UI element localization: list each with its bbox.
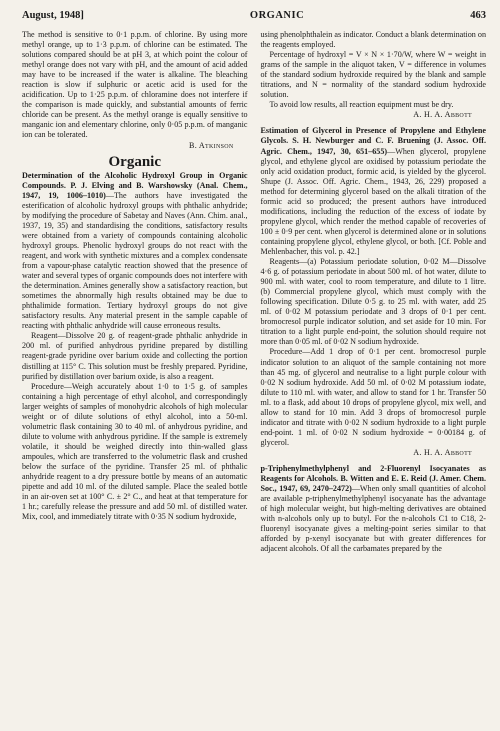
author-signature: A. H. A. Abbott — [413, 110, 472, 120]
section-heading: Organic — [108, 153, 161, 170]
author-signature: B. Atkinson — [189, 140, 234, 150]
header-date: August, 1948] — [22, 10, 84, 21]
paragraph: The method is sensitive to 0·1 p.p.m. of chlorine. By using more methyl orange, up to 1·3 p.p.m. of chlorine can be estimated. The solutions compared should be at pH 3, at which point the colour of methyl orange does not vary with pH, and the amount of acid added may have to be increased if the water is alkaline. The bleaching reaction is slow if sulphuric or acetic acid is used for the acidification. Up to 1·25 p.p.m. of chloramine does not interfere if the comparison is made quickly, and substantial amounts of ferric chloride can be present. As the methyl orange is equally sensitive to manganic ion and elementary chlorine, only 0·05 p.p.m. of manganic ion can be tolerated. — [22, 30, 248, 140]
abstract-heading: p-Triphenylmethylphenyl and 2-Fluorenyl Isocyanates as Reagents for Alcohols. B. Witten and E. E. Reid (J. Amer. Chem. Soc., 1947, 69, 2470–2472) — [260, 463, 486, 494]
paragraph: —When only small quantities of alcohol are available p-triphenylmethylphenyl isocyanate has the advantage of high molecular weight, but high-melting derivatives are obtained with n-alcohols only up to butyl. For the n-alcohols C1 to C18, 2-fluorenyl isocyanate gives a melting-point series similar to that afforded by p-xenyl isocyanate but with greater differences for adjacent alcohols. Of all the carbamates prepared by the — [260, 484, 487, 554]
paragraph: —When glycerol, propylene glycol, and ethylene glycol are oxidised by potassium periodate the only acid oxidation product, formic acid, is yielded by the glycerol. Shupe (J. Assoc. Off. Agric. Chem., 1943, 26, 229) proposed a method for determining glycerol based on the alkali titration of the formic acid so produced; the present authors have introduced modifications, including the reduction of the excess of iodate by propylene glycol, which render the method capable of recoveries of 100 ± 0·9 per cent. when glycerol is determined alone or in solutions containing propylene glycol, ethylene glycol, or both. [Cf. Poble and Mehlenbacher, this vol. p. 42.] — [260, 146, 486, 256]
paragraph: Percentage of hydroxyl = V × N × 1·70/W, where W = weight in grams of the sample in the aliquot taken, V = difference in volumes of the standard sodium hydroxide required by the blank and sample titrations, and N = normality of the standard sodium hydroxide solution. — [260, 50, 486, 100]
author-signature: A. H. A. Abbott — [413, 447, 472, 457]
paragraph: Reagents—(a) Potassium periodate solution, 0·02 M—Dissolve 4·6 g. of potassium periodate in about 500 ml. of hot water, dilute to 900 ml. with water, cool to room temperature, and dilute to 1 litre. (b) Commercial propylene glycol, which must comply with the following specification. Dilute 0·5 g. to 25 ml. with water, add 25 ml. of 0·02 M potassium periodate and 3 drops of 0·1 per cent. bromocresol purple indicator solution, and set aside for 10 min. For titration to a light purple end-point, the solution should require not more than 0·05 ml. of 0·02 N sodium hydroxide. — [260, 257, 486, 347]
abstract-heading: Estimation of Glycerol in Presence of Propylene and Ethylene Glycols. S. H. Newburger and C. F. Bruening (J. Assoc. Off. Agric. Chem., 1947, 30, 651–655) — [260, 126, 486, 156]
right-column — [261, 30, 487, 554]
left-column — [22, 30, 248, 554]
abstract-heading: Determination of the Alcoholic Hydroxyl Group in Organic Compounds. P. J. Elving and B. Warshowsky (Anal. Chem., 1947, 19, 1006–1010) — [22, 170, 248, 200]
paragraph: Procedure—Add 1 drop of 0·1 per cent. bromocresol purple indicator solution to an aliquot of the sample containing not more than 45 mg. of glycerol and neutralise to a light purple colour with 0·02 N sodium hydroxide. Add 50 ml. of 0·02 M potassium iodate, dilute to 110 ml. with water, and allow to stand for 1 hr. Transfer 50 ml. to a flask, add about 10 drops of propylene glycol, mix well, and allow to stand for 10 min. Add 3 drops of bromocresol purple indicator and titrate with 0·02 N sodium hydroxide to a light purple end-point. 1 ml. of 0·02 N sodium hydroxide = 0·00184 g. of glycerol. — [260, 347, 486, 447]
paragraph: using phenolphthalein as indicator. Conduct a blank determination on the reagents employed. — [260, 30, 486, 50]
page-header — [22, 10, 486, 30]
header-page-number: 463 — [470, 10, 486, 21]
header-section-title: ORGANIC — [249, 10, 305, 21]
paragraph: Procedure—Weigh accurately about 1·0 to 1·5 g. of samples containing a high percentage of ethyl alcohol, and correspondingly larger weights of samples of monohydric alcohols of high molecular weight or of dilute solutions of ethyl alcohol, into a 50-ml. volumetric flask containing 30 to 40 ml. of anhydrous pyridine, and dilute to volume with anhydrous pyridine. If the sample is extremely volatile, it should be weighed directly into thin-walled glass ampoules, which are transferred to the volumetric flask and crushed below the surface of the pyridine. Transfer 25 ml. of phthalic anhydride reagent to a dry pressure bottle by means of an automatic pipette and add 10 ml. of the diluted sample. Place the sealed bottle in an air-oven set at 100° C. ± 2° C., and heat at that temperature for 1 hr.; carefully release the pressure and add 50 ml. of distilled water. Mix, cool, and immediately titrate with 0·35 N sodium hydroxide, — [22, 381, 248, 522]
paragraph: Reagent—Dissolve 20 g. of reagent-grade phthalic anhydride in 200 ml. of purified anhydrous pyridine prepared by distilling reagent-grade pyridine over barium oxide and collecting the portion distilling at 115° C. This solution must be freshly prepared. Pyridine, purified by distillation over barium oxide, is also a reagent. — [22, 331, 248, 381]
paragraph: —The authors have investigated the esterification of alcoholic hydroxyl groups with phthalic anhydride; by modifying the procedure of Sabetay and Naves (Ann. Chim. anal., 1937, 19, 35) and standardising the conditions, satisfactory results were obtained from a variety of compounds containing alcoholic hydroxyl groups. Phenolic hydroxyl groups do not react with the reagent, and work with synthetic mixtures and a complex condensate from a vapour-phase catalytic reaction showed that the presence of water and several types of organic compounds does not interfere with the determination. Amines generally show a satisfactory reaction, but sometimes the abnormally high results obtained may be due to phthalimide formation. Tertiary hydroxyl groups do not give satisfactory results. Any material present in the sample capable of reacting with phthalic anhydride will cause erroneous results. — [22, 190, 248, 331]
paragraph: To avoid low results, all reaction equipment must be dry. — [269, 100, 454, 110]
